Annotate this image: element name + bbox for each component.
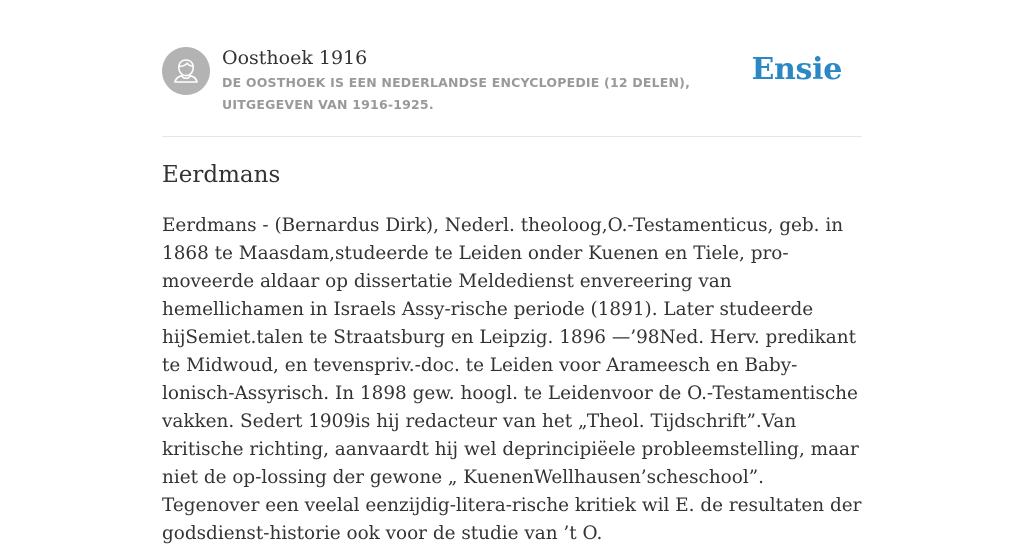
ensie-logo[interactable]: Ensie [751, 52, 842, 87]
source-header [162, 0, 862, 137]
source-description: DE OOSTHOEK IS EEN NEDERLANDSE ENCYCLOPEDIE (12 DELEN), UITGEGEVEN VAN 1916-1925. [222, 75, 691, 112]
source-title[interactable]: Oosthoek 1916 [222, 47, 368, 69]
user-avatar-icon [162, 47, 210, 95]
page [162, 0, 862, 544]
entry-title: Eerdmans [162, 162, 281, 188]
entry-body: Eerdmans - (Bernardus Dirk), Nederl. theoloog,O.-Testamenticus, geb. in 1868 te Maasdam,studeerde te Leiden onder Kuenen en Tiele, pro-moveerde aldaar op dissertatie Meldedienst envereering van hemellichamen in Israels Assy-rische periode (1891). Later studeerde hijSemiet.talen te Straatsburg en Leipzig. 1896 —’98Ned. Herv. predikant te Midwoud, en tevenspriv.-doc. te Leiden voor Arameesch en Baby-lonisch-Assyrisch. In 1898 gew. hoogl. te Leidenvoor de O.-Testamentische vakken. Sedert 1909is hij redacteur van het „Theol. Tijdschrift”.Van kritische richting, aanvaardt hij wel deprincipiëele probleemstelling, maar niet de op-lossing der gewone „ KuenenWellhausen’scheschool”. Tegenover een veelal eenzijdig-litera-rische kritiek wil E. de resultaten der godsdienst-historie ook voor de studie van ’t O. [162, 215, 862, 544]
